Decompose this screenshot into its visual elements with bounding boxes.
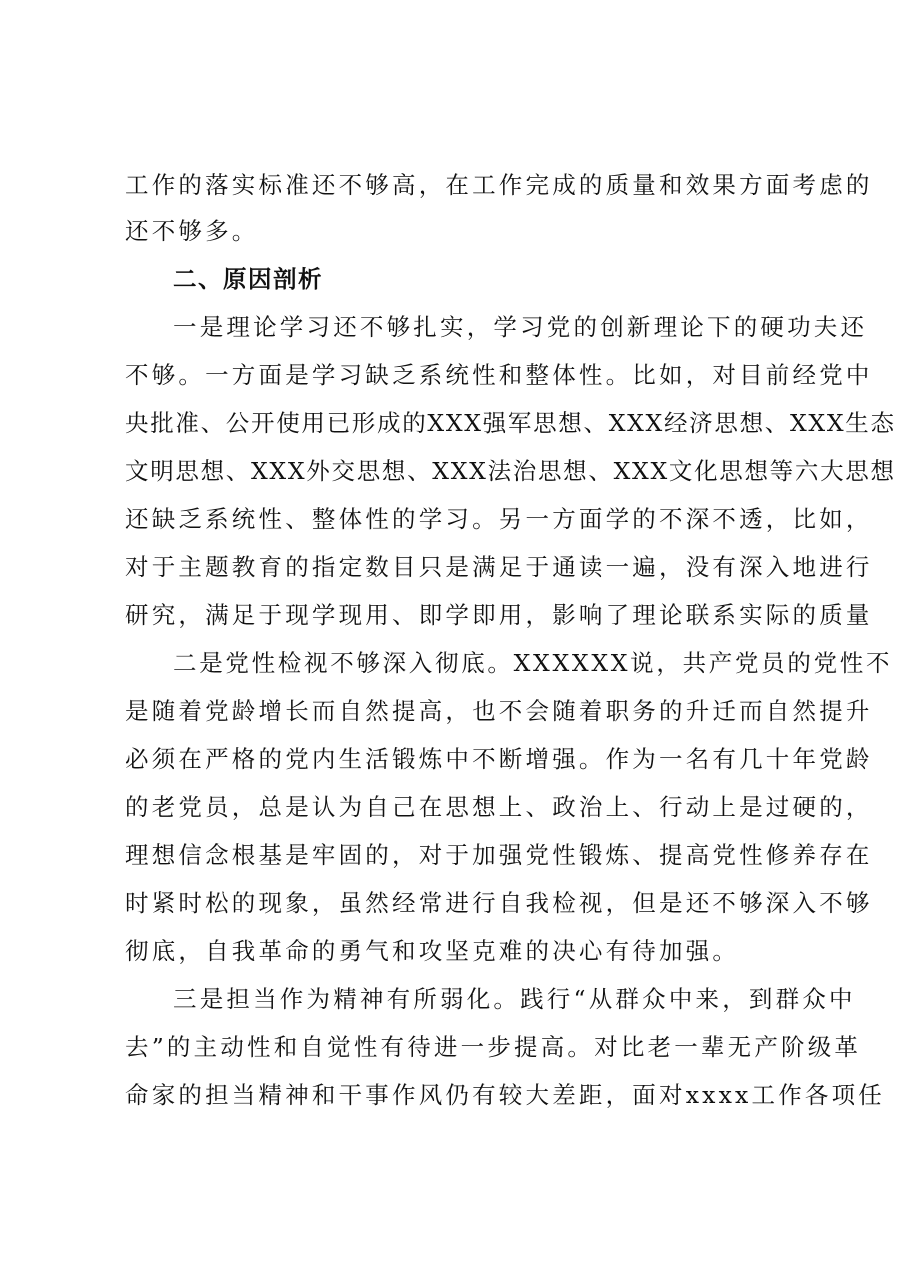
paragraph-line: 三是担当作为精神有所弱化。践行“从群众中来，到群众中 [173,985,856,1013]
paragraph-line: 工作的落实标准还不够高，在工作完成的质量和效果方面考虑的 [125,171,873,199]
paragraph-line: 命家的担当精神和干事作风仍有较大差距，面对xxxx工作各项任 [125,1081,886,1109]
paragraph-line: 还缺乏系统性、整体性的学习。另一方面学的不深不透，比如， [125,505,873,533]
paragraph-line: 的老党员，总是认为自己在思想上、政治上、行动上是过硬的， [125,793,873,821]
paragraph-line: 去”的主动性和自觉性有待进一步提高。对比老一辈无产阶级革 [125,1033,862,1061]
paragraph-line: 时紧时松的现象，虽然经常进行自我检视，但是还不够深入不够 [125,889,873,917]
paragraph-line: 一是理论学习还不够扎实，学习党的创新理论下的硬功夫还 [173,313,868,341]
paragraph-line: 还不够多。 [125,217,259,245]
paragraph-line: 对于主题教育的指定数目只是满足于通读一遍，没有深入地进行 [125,553,873,581]
paragraph-line: 理想信念根基是牢固的，对于加强党性锻炼、提高党性修养存在 [125,841,873,869]
paragraph-line: 研究，满足于现学现用、即学即用，影响了理论联系实际的质量 [125,601,873,629]
paragraph-line: 文明思想、XXX外交思想、XXX法治思想、XXX文化思想等六大思想 [125,457,896,485]
section-heading: 二、原因剖析 [173,265,323,293]
paragraph-line: 央批准、公开使用已形成的XXX强军思想、XXX经济思想、XXX生态 [125,409,896,437]
paragraph-line: 是随着党龄增长而自然提高，也不会随着职务的升迁而自然提升 [125,697,873,725]
paragraph-line: 必须在严格的党内生活锻炼中不断增强。作为一名有几十年党龄 [125,745,873,773]
paragraph-line: 二是党性检视不够深入彻底。XXXXXX说，共产党员的党性不 [173,649,893,677]
paragraph-line: 不够。一方面是学习缺乏系统性和整体性。比如，对目前经党中 [125,361,873,389]
paragraph-line: 彻底，自我革命的勇气和攻坚克难的决心有待加强。 [125,937,740,965]
